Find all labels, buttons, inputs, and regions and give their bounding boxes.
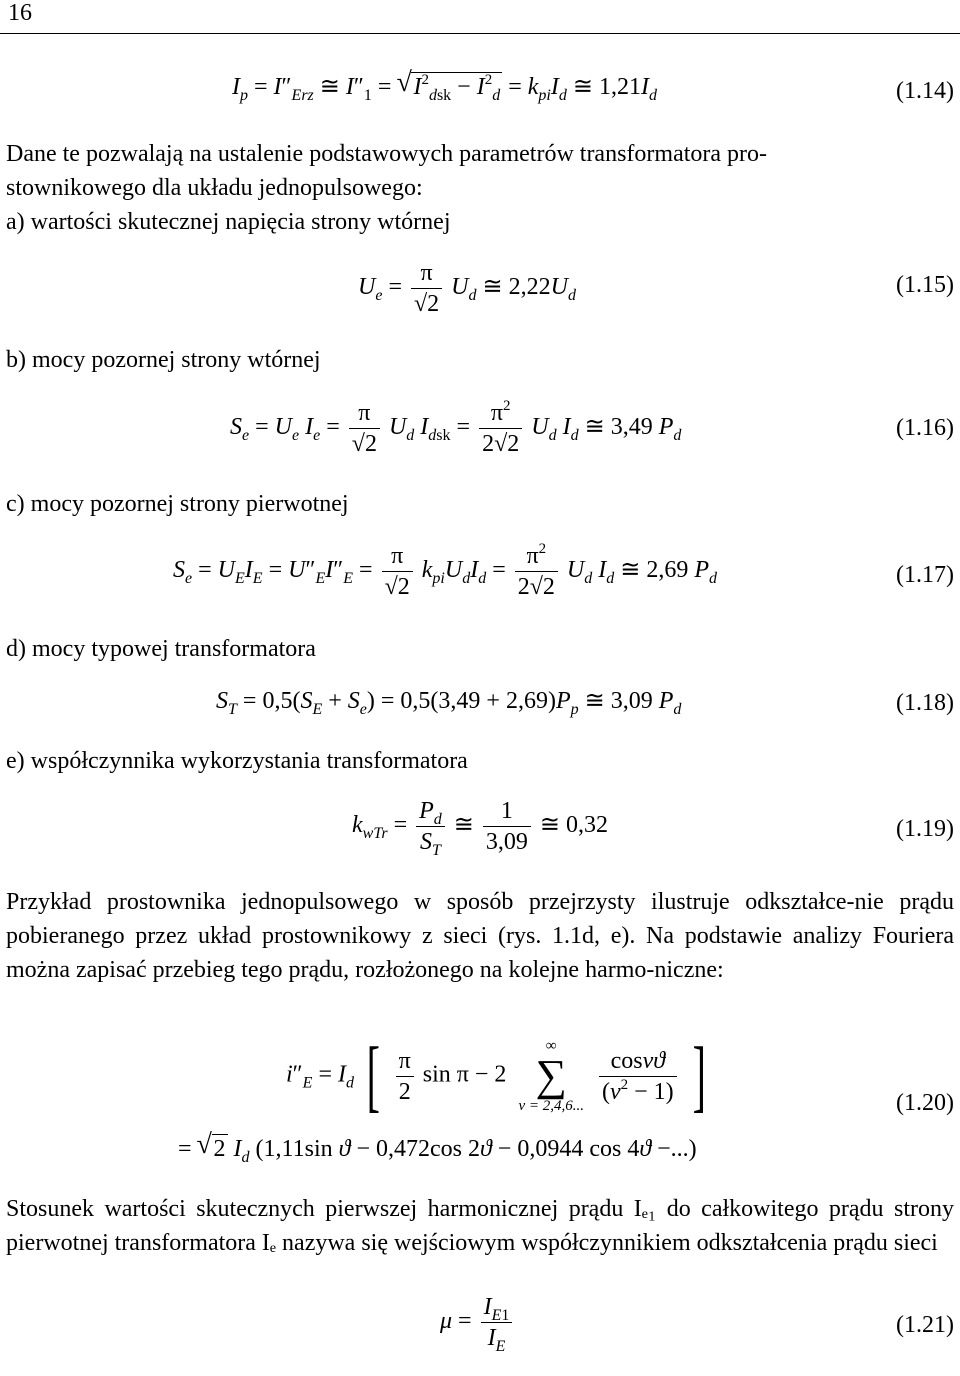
equation-1-17: $S_e = U_EI_E = U''_EI''_E$ = $\frac{\pi}{√2}$ $k_{pi}U_dI_d$ = $\frac{\pi^2}{2√2}$ $U_d$ $I_d$ ≅ 2,69 $P_d$ — [173, 541, 718, 600]
equation-1-18: $S_T = 0,5(S_E + S_e) = 0,5(3,49 + 2,69)P_p$ ≅ 3,09 $P_d$ — [216, 688, 682, 718]
equation-number: (1.21) — [896, 1312, 954, 1338]
list-item-c: c) mocy pozornej strony pierwotnej — [6, 491, 349, 517]
equation-number: (1.16) — [896, 415, 954, 441]
header-rule — [0, 33, 960, 34]
equation-number: (1.19) — [896, 816, 954, 842]
equation-number: (1.17) — [896, 562, 954, 588]
equation-number: (1.20) — [896, 1090, 954, 1116]
paragraph-line: stownikowego dla układu jednopulsowego: — [6, 175, 423, 201]
equation-1-15: $U_e$ = $\frac{\pi}{√2}$ $U_d$ ≅ $2,22U_d$ — [358, 260, 576, 317]
equation-1-21: μ = $\frac{I_{E1}}{I_E}$ — [440, 1292, 515, 1353]
paragraph-line: Dane te pozwalają na ustalenie podstawowych parametrów transformatora pro- — [6, 141, 768, 167]
equation-1-14: $I_p = I''_{Erz}$ ≅ $I''_1$ = √ $I^2_{dsk} - I^2_d = k_{pi}I_d$ ≅ $1,21I_d$ — [232, 72, 657, 101]
equation-number: (1.18) — [896, 690, 954, 716]
equation-1-20-line1: $i''_E = I_d$ [ $\frac{\pi}{2}$ sin π − 2 ∞ ∑ ν = 2,4,6... $\frac{\cos\nu ϑ}{(\nu^2 - 1)}$ ] — [286, 1032, 706, 1120]
page-number: 16 — [8, 0, 32, 26]
list-item-b: b) mocy pozornej strony wtórnej — [6, 347, 321, 373]
equation-1-16: $S_e = U_e$ $I_e$ = $\frac{\pi}{√2}$ $U_d$ $I_{dsk}$ = $\frac{\pi^2}{2√2}$ $U_d$ $I_d$ ≅ 3,49 $P_d$ — [230, 398, 682, 457]
equation-1-20-line2: = √ 2 $I_d$ (1,11sin ϑ − 0,472cos 2ϑ − 0,0944 cos 4ϑ −...) — [178, 1134, 697, 1163]
list-item-a: a) wartości skutecznej napięcia strony wtórnej — [6, 209, 451, 235]
equation-number: (1.14) — [896, 78, 954, 104]
equation-1-19: $k_{wTr}$ = $\frac{P_d}{S_T}$ ≅ $\frac{1}{3,09}$ ≅ 0,32 — [352, 798, 609, 859]
list-item-d: d) mocy typowej transformatora — [6, 636, 316, 662]
equation-number: (1.15) — [896, 272, 954, 298]
paragraph: Stosunek wartości skutecznych pierwszej harmonicznej prądu Iₑ₁ do całkowitego prądu strony pierwotnej transformatora Iₑ nazywa się wejściowym współczynnikiem odkształcenia prądu sieci — [6, 1196, 954, 1256]
list-item-e: e) współczynnika wykorzystania transformatora — [6, 748, 468, 774]
paragraph: Przykład prostownika jednopulsowego w sposób przejrzysty ilustruje odkształce-nie prądu pobieranego przez układ prostownikowy z sieci (rys. 1.1d, e). Na podstawie analizy Fouriera można zapisać przebieg tego prądu, rozłożonego na kolejne harmo-niczne: — [6, 889, 954, 983]
